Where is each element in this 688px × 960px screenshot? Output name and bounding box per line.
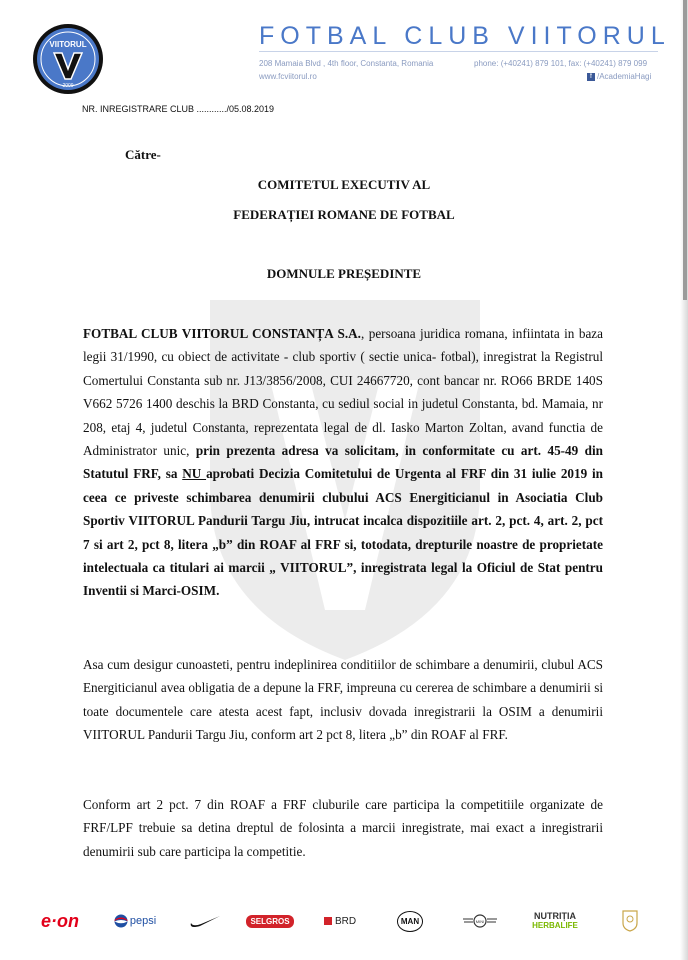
club-website[interactable]: www.fcviitorul.ro <box>259 72 317 81</box>
sponsor-nike-logo <box>180 905 230 937</box>
scrollbar[interactable] <box>683 0 687 300</box>
sponsor-emblem-logo <box>610 905 650 937</box>
svg-text:2009: 2009 <box>62 83 74 89</box>
sponsor-herbalife-logo: NUTRIȚIA HERBALIFE <box>532 911 578 930</box>
paragraph-article: Conform art 2 pct. 7 din ROAF a FRF cluburile care participa la competitiile organizate de FRF/LPF trebuie sa detina dreptul de folosinta a marcii inregistrate, mai exact a inregistrarii denumirii sub care participa la competitie. <box>83 797 603 859</box>
sponsor-brd-logo: BRD <box>315 905 365 937</box>
sponsor-eon-logo: e·on <box>41 910 79 931</box>
nu-emphasis: NU <box>182 466 207 482</box>
salutation: DOMNULE PREȘEDINTE <box>266 266 422 281</box>
club-phone-fax: phone: (+40241) 879 101, fax: (+40241) 879 099 <box>474 59 648 68</box>
mini-wings-icon <box>461 914 499 928</box>
logo-text: VIITORUL <box>49 40 87 49</box>
recipient-to: Către- <box>125 147 161 162</box>
nike-swoosh-icon <box>189 915 221 927</box>
club-logo <box>32 23 104 95</box>
club-name-heading: FOTBAL CLUB VIITORUL <box>259 22 671 50</box>
club-legal-name: FOTBAL CLUB VIITORUL CONSTANȚA S.A. <box>83 326 361 341</box>
brd-square-icon <box>324 917 332 925</box>
sponsor-pepsi-logo: pepsi <box>105 905 165 937</box>
paragraph-request: FOTBAL CLUB VIITORUL CONSTANȚA S.A., persoana juridica romana, infiintata in baza legii 31/1990, cu obiect de activitate - club sportiv ( sectie unica- fotbal), inregistrat la Registrul Comertului Constanta sub nr. J13/3856/2008, CUI 24667720, cont bancar nr. RO66 BRDE 140S V662 5726 1400 deschis la BRD Constanta, cu sediul social in judetul Constanta, bd. Mamaia, nr 208, etaj 4, judetul Constanta, reprezentata legal de dl. Iasko Marton Zoltan, avand functia de Administrator unic, prin prezenta adresa va solicitam, in conformitate cu art. 45-49 din Statutul FRF, sa NU aprobati Decizia Comitetului de Urgenta al FRF din 31 iulie 2019 in ceea ce priveste schimbarea denumirii clubului ACS Energiticianul in Asociatia Club Sportiv VIITORUL Pandurii Targu Jiu, intrucat incalca dispozitiile art. 2, pct. 4, art. 2, pct 7 si art 2, pct 8, litera „b” din ROAF al FRF si, totodata, drepturile noastre de proprietate intelectuala ca titulari ai marcii „ VIITORUL”, inregistrata legal la Oficiul de Stat pentru Inventii si Marci-OSIM. <box>83 326 603 599</box>
sponsor-bar <box>25 905 653 937</box>
crest-emblem-icon <box>622 910 638 932</box>
club-facebook[interactable]: f /AcademiaHagi <box>587 72 651 81</box>
pepsi-globe-icon <box>114 914 128 928</box>
facebook-icon: f <box>587 73 595 81</box>
sponsor-mini-logo <box>455 905 505 937</box>
header-divider <box>259 51 658 52</box>
registration-number: NR. INREGISTRARE CLUB ............/05.08.2019 <box>82 104 275 114</box>
recipient-line-1: COMITETUL EXECUTIV AL <box>257 177 431 192</box>
club-address: 208 Mamaia Blvd , 4th floor, Constanta, Romania <box>259 59 434 68</box>
sponsor-man-logo: MAN <box>390 905 430 937</box>
sponsor-selgros-logo: SELGROS <box>240 905 300 937</box>
recipient-line-2: FEDERAȚIEI ROMANE DE FOTBAL <box>233 207 455 222</box>
svg-text:MINI: MINI <box>475 919 485 924</box>
paragraph-conditions: Asa cum desigur cunoasteti, pentru indeplinirea conditiilor de schimbare a denumirii, clubul ACS Energiticianul avea obligatia de a depune la FRF, impreuna cu cererea de schimbare a denumirii si toate documentele care atesta acest fapt, inclusiv dovada inregistrarii la OSIM a denumirii VIITORUL Pandurii Targu Jiu, conform art 2 pct 8, litera „b” din ROAF al FRF. <box>83 657 603 743</box>
